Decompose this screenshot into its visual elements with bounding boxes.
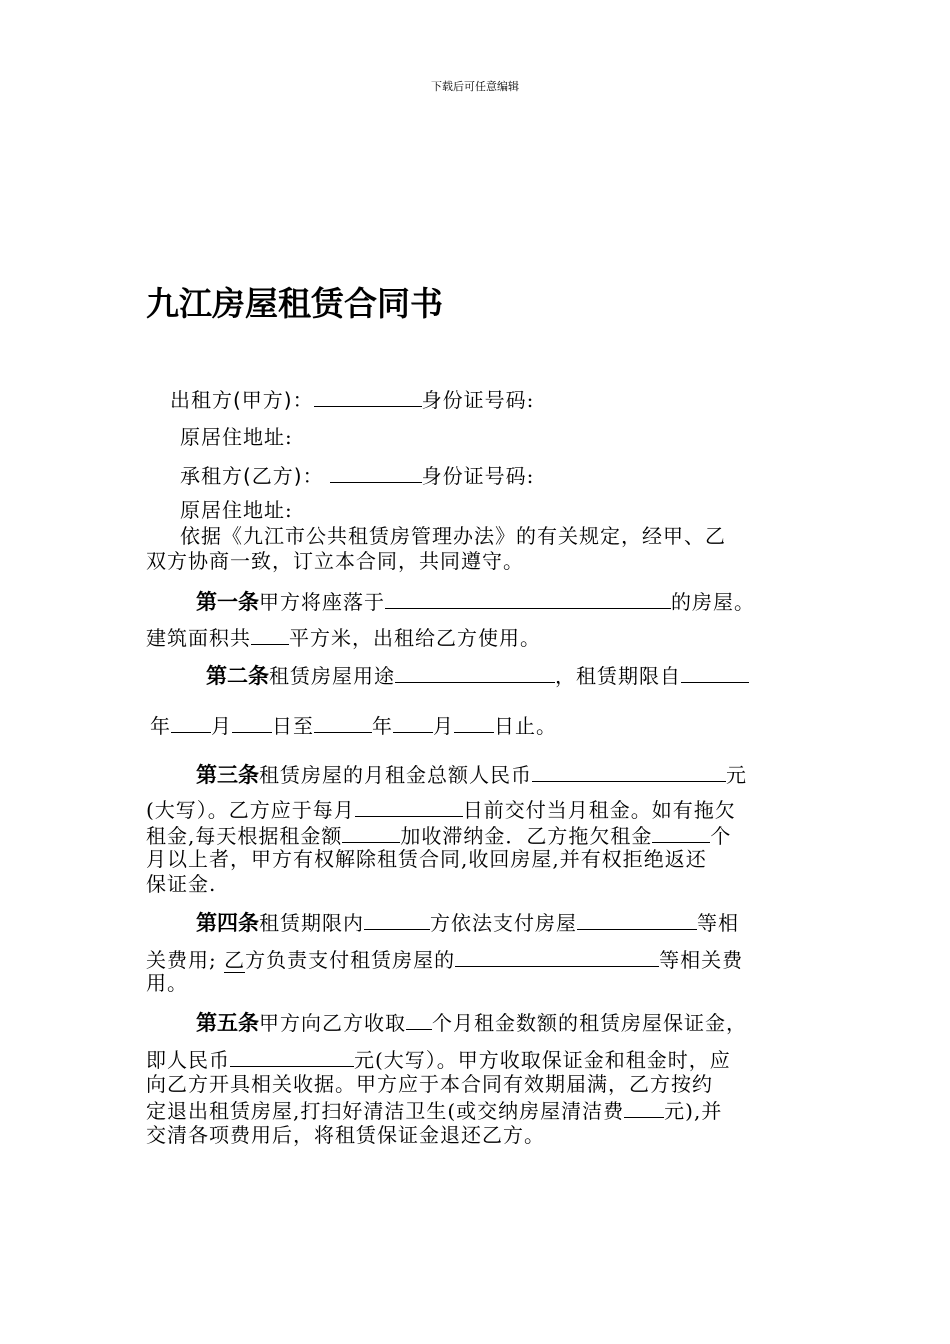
- lessor-address-label: 原居住地址:: [180, 425, 293, 449]
- lessor-fees-blank[interactable]: [577, 909, 697, 930]
- article-5-line-3: 向乙方开具相关收据。甲方应于本合同有效期届满，乙方按约: [146, 1072, 713, 1096]
- article-4-text-f: 等相关费: [659, 948, 744, 972]
- document-title: 九江房屋租赁合同书: [146, 284, 443, 323]
- article-3-text-b: 元: [726, 763, 747, 787]
- article-1-text-b: 的房屋。: [671, 590, 755, 614]
- article-5-line-1: [196, 1009, 747, 1035]
- article-4-text-e: 方负责支付租赁房屋的: [245, 948, 456, 972]
- page-header-note: 下载后可任意编辑: [431, 80, 519, 93]
- article-5-text-d: 元(大写）。甲方收取保证金和租金时，应: [354, 1048, 731, 1072]
- area-unit-text: 平方米，出租给乙方使用。: [289, 626, 541, 650]
- lessee-name-blank[interactable]: [330, 462, 422, 483]
- article-5-text-f: 元),并: [664, 1099, 723, 1123]
- article-3-line-4: 月以上者，甲方有权解除租赁合同,收回房屋,并有权拒绝返还: [146, 847, 707, 871]
- article-5-text-e: 定退出租赁房屋,打扫好清洁卫生(或交纳房屋清洁费: [146, 1099, 625, 1123]
- article-5-text-b: 个月租金数额的租赁房屋保证金，: [432, 1011, 747, 1035]
- cleaning-fee-blank[interactable]: [624, 1097, 664, 1118]
- month-label: 月: [211, 714, 232, 738]
- article-1-line-2: [146, 624, 541, 650]
- article-3-text-a: 租赁房屋的月租金总额人民币: [259, 763, 532, 787]
- article-4-heading: 第四条: [196, 911, 259, 935]
- article-4-text-c: 等相: [697, 911, 739, 935]
- article-4-line-2: [146, 946, 743, 972]
- article-4-text-a: 租赁期限内: [259, 911, 364, 935]
- article-4-line-1: [196, 909, 739, 935]
- lessee-label: 承租方(乙方)：: [180, 464, 324, 488]
- article-3-line-3: [146, 822, 731, 848]
- article-3-text-e: 租金,每天根据租金额: [146, 824, 343, 848]
- article-1-line-1: [196, 588, 755, 614]
- article-3-heading: 第三条: [196, 763, 259, 787]
- lessor-label: 出租方(甲方)：: [170, 388, 314, 412]
- article-2-heading: 第二条: [206, 664, 269, 688]
- end-year-blank[interactable]: [314, 712, 372, 733]
- article-4-text-d: 关费用;: [146, 948, 217, 972]
- article-2-line-1: [206, 662, 749, 688]
- overdue-months-blank[interactable]: [652, 822, 710, 843]
- article-1-heading: 第一条: [196, 590, 259, 614]
- intro-line-1: 依据《九江市公共租赁房管理办法》的有关规定，经甲、乙: [180, 524, 726, 548]
- article-5-text-c: 即人民币: [146, 1048, 230, 1072]
- article-5-heading: 第五条: [196, 1011, 259, 1035]
- article-3-line-1: [196, 761, 747, 787]
- lessee-id-label: 身份证号码:: [421, 464, 535, 488]
- article-3-line-5: 保证金.: [146, 872, 217, 896]
- end-day-blank[interactable]: [454, 712, 494, 733]
- lessee-fees-blank[interactable]: [455, 946, 659, 967]
- article-5-line-4: [146, 1097, 722, 1123]
- late-fee-blank[interactable]: [342, 822, 400, 843]
- area-blank[interactable]: [251, 624, 289, 645]
- day-to-label: 日至: [272, 714, 314, 738]
- article-5-text-a: 甲方向乙方收取: [259, 1011, 406, 1035]
- end-month-blank[interactable]: [393, 712, 433, 733]
- lessor-name-blank[interactable]: [314, 386, 422, 407]
- article-3-line-2: [146, 796, 736, 822]
- start-month-blank[interactable]: [171, 712, 211, 733]
- day-end-label: 日止。: [494, 714, 557, 738]
- article-4-text-b: 方依法支付房屋: [430, 911, 577, 935]
- deposit-months-blank[interactable]: [406, 1009, 432, 1030]
- article-3-text-f: 加收滞纳金．乙方拖欠租金: [400, 824, 653, 848]
- lessor-id-label: 身份证号码:: [421, 388, 535, 412]
- article-2-text-b: ，租赁期限自: [555, 664, 681, 688]
- article-2-text-a: 租赁房屋用途: [269, 664, 395, 688]
- article-4-line-3: 用。: [146, 971, 188, 995]
- year-label: 年: [150, 714, 171, 738]
- lessee-row: [180, 462, 534, 488]
- lessor-row: [170, 386, 534, 412]
- deposit-amount-blank[interactable]: [230, 1046, 354, 1067]
- property-location-blank[interactable]: [385, 588, 671, 609]
- article-5-line-5: 交清各项费用后，将租赁保证金退还乙方。: [146, 1123, 545, 1147]
- article-3-text-d: 日前交付当月租金。如有拖欠: [462, 798, 736, 822]
- article-4-party-underlined: 乙: [224, 948, 246, 972]
- month-label-2: 月: [433, 714, 454, 738]
- rent-amount-blank[interactable]: [532, 761, 726, 782]
- article-3-text-g: 个: [710, 824, 732, 848]
- area-label: 建筑面积共: [146, 626, 251, 650]
- payer-party-blank[interactable]: [364, 909, 430, 930]
- start-day-blank[interactable]: [232, 712, 272, 733]
- article-5-line-2: [146, 1046, 731, 1072]
- start-year-blank[interactable]: [681, 662, 749, 683]
- lessee-address-label: 原居住地址:: [180, 498, 293, 522]
- payment-day-blank[interactable]: [355, 796, 463, 817]
- article-3-text-c: (大写）。乙方应于每月: [146, 798, 355, 822]
- year-label-2: 年: [372, 714, 393, 738]
- article-1-text-a: 甲方将座落于: [259, 590, 385, 614]
- usage-blank[interactable]: [395, 662, 555, 683]
- intro-line-2: 双方协商一致，订立本合同，共同遵守。: [146, 549, 524, 573]
- article-2-line-2: [150, 712, 557, 738]
